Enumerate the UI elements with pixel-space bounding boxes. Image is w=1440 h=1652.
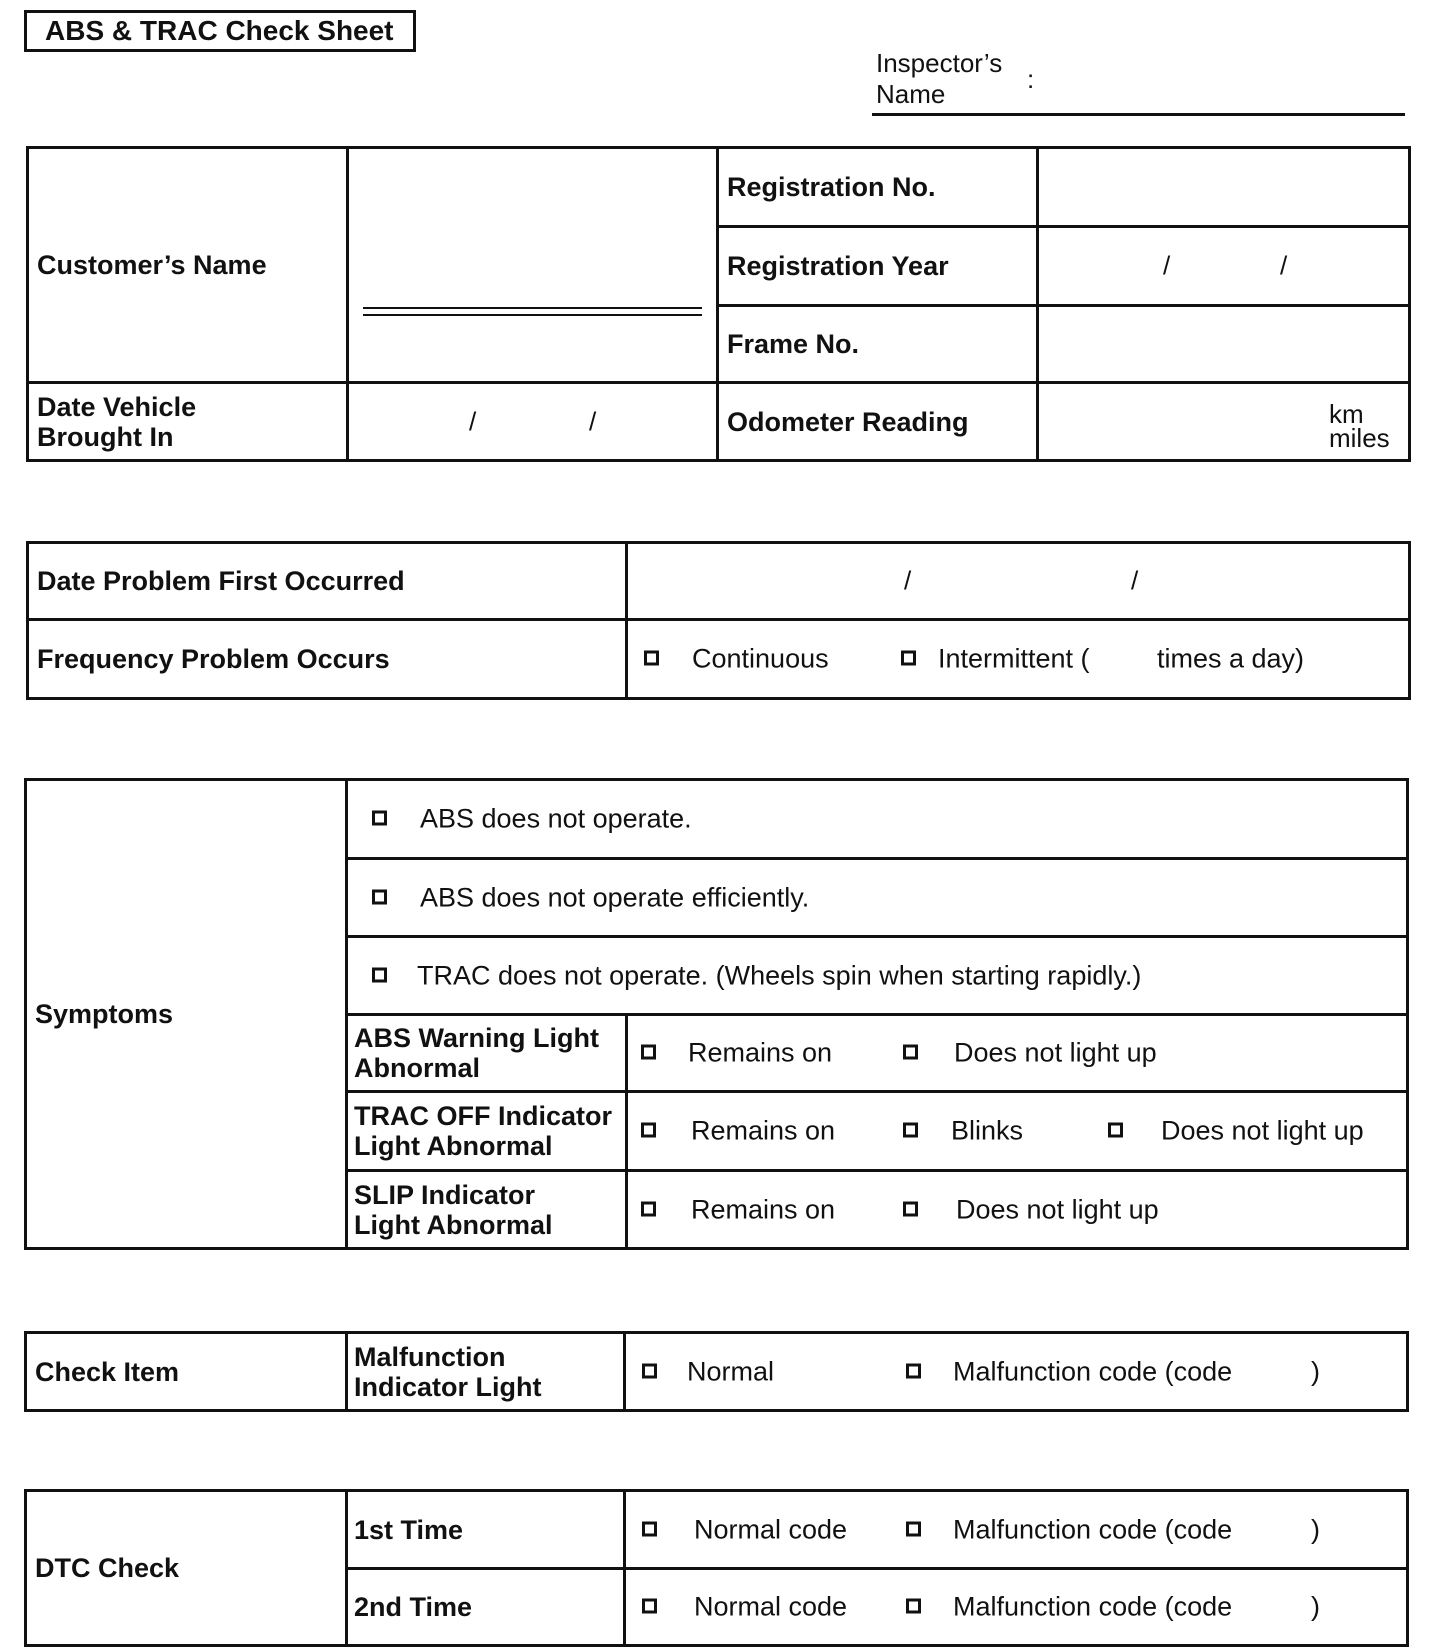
frame-no-field[interactable] — [1038, 306, 1410, 383]
malfunction-indicator-options — [625, 1333, 1408, 1411]
date-slash: / — [904, 565, 912, 596]
odometer-reading-field[interactable] — [1038, 383, 1410, 461]
checkbox-icon[interactable] — [906, 1363, 921, 1378]
frame-no-label: Frame No. — [718, 306, 1038, 383]
date-slash: / — [1163, 250, 1171, 281]
checkbox-icon[interactable] — [372, 889, 387, 904]
checkbox-icon[interactable] — [372, 811, 387, 826]
symptom-abs-not-operate[interactable]: ABS does not operate. — [347, 780, 1408, 859]
double-underline — [363, 307, 702, 316]
date-slash: / — [589, 406, 597, 436]
date-slash: / — [1131, 565, 1139, 596]
abs-warning-light-options — [627, 1015, 1408, 1092]
continuous-option[interactable]: Continuous — [644, 644, 829, 675]
checkbox-icon[interactable] — [903, 1045, 918, 1060]
checkbox-icon[interactable] — [641, 1045, 656, 1060]
normal-code-option[interactable]: Normal code — [642, 1514, 847, 1545]
customers-name-field[interactable] — [348, 148, 718, 383]
frequency-label: Frequency Problem Occurs — [28, 620, 627, 699]
blinks-option[interactable]: Blinks — [903, 1116, 1023, 1147]
inspector-colon: : — [1027, 64, 1035, 94]
remains-on-option[interactable]: Remains on — [641, 1116, 835, 1147]
does-not-light-up-option[interactable]: Does not light up — [903, 1194, 1159, 1225]
remains-on-option[interactable]: Remains on — [641, 1038, 832, 1069]
does-not-light-up-option[interactable]: Does not light up — [1108, 1116, 1364, 1147]
checkbox-icon[interactable] — [641, 1201, 656, 1216]
frequency-options — [627, 620, 1410, 699]
checkbox-icon[interactable] — [903, 1123, 918, 1138]
registration-no-field[interactable] — [1038, 148, 1410, 227]
times-a-day-text: times a day) — [1157, 643, 1305, 674]
checkbox-icon[interactable] — [906, 1521, 921, 1536]
inspector-name-field[interactable] — [872, 113, 1405, 116]
slip-indicator-options — [627, 1171, 1408, 1249]
sheet-title: ABS & TRAC Check Sheet — [24, 10, 416, 52]
malfunction-indicator-light-label: Malfunction Indicator Light — [347, 1333, 625, 1411]
date-first-occurred-label: Date Problem First Occurred — [28, 543, 627, 620]
date-first-occurred-field[interactable] — [627, 543, 1410, 620]
date-slash: / — [469, 406, 477, 436]
checkbox-icon[interactable] — [644, 651, 659, 666]
symptoms-label: Symptoms — [26, 780, 347, 1249]
vehicle-info-table — [26, 146, 1411, 462]
malfunction-code-option[interactable]: Malfunction code (code — [906, 1514, 1232, 1545]
problem-table — [26, 541, 1411, 700]
inspector-name-label: Inspector’s Name — [876, 48, 1003, 109]
trac-off-indicator-label: TRAC OFF Indicator Light Abnormal — [347, 1092, 627, 1171]
intermittent-option[interactable]: Intermittent ( — [901, 644, 1090, 675]
symptom-trac-not-operate[interactable]: TRAC does not operate. (Wheels spin when starting rapidly.) — [347, 937, 1408, 1015]
normal-code-option[interactable]: Normal code — [642, 1592, 847, 1623]
first-time-options — [625, 1491, 1408, 1569]
checkbox-icon[interactable] — [641, 1123, 656, 1138]
registration-year-label: Registration Year — [718, 227, 1038, 306]
checkbox-icon[interactable] — [1108, 1123, 1123, 1138]
malfunction-code-option[interactable]: Malfunction code (code — [906, 1356, 1232, 1387]
date-brought-in-label: Date Vehicle Brought In — [28, 383, 348, 461]
trac-off-indicator-options — [627, 1092, 1408, 1171]
second-time-label: 2nd Time — [347, 1569, 625, 1646]
malfunction-code-option[interactable]: Malfunction code (code — [906, 1592, 1232, 1623]
check-item-label: Check Item — [26, 1333, 347, 1411]
date-slash: / — [1280, 250, 1288, 281]
symptom-abs-not-efficient[interactable]: ABS does not operate efficiently. — [347, 859, 1408, 937]
customers-name-label: Customer’s Name — [28, 148, 348, 383]
check-item-table — [24, 1331, 1409, 1412]
close-paren: ) — [1311, 1356, 1320, 1386]
symptoms-table — [24, 778, 1409, 1250]
checkbox-icon[interactable] — [372, 967, 387, 982]
normal-option[interactable]: Normal — [642, 1356, 774, 1387]
checkbox-icon[interactable] — [901, 651, 916, 666]
checkbox-icon[interactable] — [903, 1201, 918, 1216]
dtc-check-table — [24, 1489, 1409, 1647]
second-time-options — [625, 1569, 1408, 1646]
registration-year-field[interactable] — [1038, 227, 1410, 306]
date-brought-in-field[interactable] — [348, 383, 718, 461]
dtc-check-label: DTC Check — [26, 1491, 347, 1646]
abs-warning-light-label: ABS Warning Light Abnormal — [347, 1015, 627, 1092]
odometer-units: km miles — [1329, 399, 1390, 453]
checkbox-icon[interactable] — [642, 1363, 657, 1378]
remains-on-option[interactable]: Remains on — [641, 1194, 835, 1225]
checkbox-icon[interactable] — [642, 1521, 657, 1536]
odometer-reading-label: Odometer Reading — [718, 383, 1038, 461]
checkbox-icon[interactable] — [642, 1599, 657, 1614]
close-paren: ) — [1311, 1514, 1320, 1544]
checkbox-icon[interactable] — [906, 1599, 921, 1614]
slip-indicator-label: SLIP Indicator Light Abnormal — [347, 1171, 627, 1249]
does-not-light-up-option[interactable]: Does not light up — [903, 1038, 1157, 1069]
first-time-label: 1st Time — [347, 1491, 625, 1569]
close-paren: ) — [1311, 1591, 1320, 1622]
registration-no-label: Registration No. — [718, 148, 1038, 227]
